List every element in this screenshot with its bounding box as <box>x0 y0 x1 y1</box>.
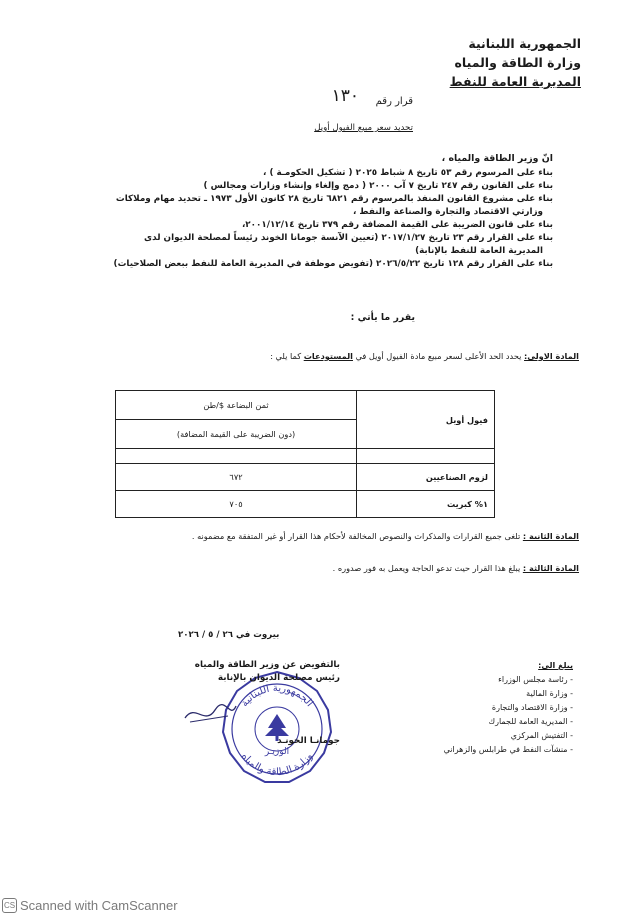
product-price: ٧٠٥ <box>116 491 357 518</box>
copies-list <box>353 659 573 757</box>
article-2-text: تلغى جميع القرارات والمذكرات والنصوص المخالفة لأحكام هذا القرار أو غير المتفقة مع مضمونه . <box>191 531 521 541</box>
recital-line: بناء على القرار رقم ٢٣ تاريخ ٢٠١٧/١/٢٧ (تعيين الآنسة جومانا الخوند رئيساً لمصلحة الديوان لدى <box>144 233 553 243</box>
article-1-text-end: كما يلي : <box>270 351 302 361</box>
list-item: - منشآت النفط في طرابلس والزهراني <box>443 745 573 754</box>
recital-line: بناء على القرار رقم ١٢٨ تاريخ ٢٠٢٦/٥/٢٢ (تفويض موظفة في المديرية العامة للنفط ببعض الصلاحيات) <box>113 259 553 269</box>
signature-block <box>150 659 340 748</box>
table-spacer-row <box>116 449 495 464</box>
handwritten-signature <box>180 698 240 728</box>
article-2 <box>49 531 579 541</box>
product-name: لزوم الصناعيين <box>357 464 495 491</box>
spacer-cell <box>357 449 495 464</box>
article-1-label: المادة الاولى: <box>524 351 579 361</box>
seal-bottom-text: وزارة الطاقة والمياه <box>238 751 316 779</box>
signature-line-1: بالتفويض عن وزير الطاقة والمياه <box>194 660 340 670</box>
recital-line: بناء على قانون الضريبة على القيمة المضافة رقم ٣٧٩ تاريخ ٢٠٠١/١٢/١٤، <box>241 220 553 230</box>
list-item: - وزارة الاقتصاد والتجارة <box>491 703 573 712</box>
column-header-product: فيول أويل <box>357 391 495 449</box>
copies-title: يبلغ الى: <box>538 661 573 670</box>
header-republic: الجمهورية اللبنانية <box>468 36 581 51</box>
table-row <box>116 491 495 518</box>
header-ministry: وزارة الطاقة والمياه <box>454 55 581 70</box>
seal-center-text: الوزيـر <box>264 747 290 757</box>
decision-label: قرار رقم <box>375 96 413 107</box>
list-item: - المديرية العامة للجمارك <box>488 717 573 726</box>
header-directorate: المديرية العامة للنفط <box>449 74 581 89</box>
price-header-note: (دون الضريبة على القيمة المضافة) <box>116 420 357 449</box>
signatory-name: جومانـا الخونـد <box>277 736 340 746</box>
resolves-heading: يقرر ما يأتي : <box>350 312 415 323</box>
article-3-label: المادة الثالثة : <box>522 563 579 573</box>
product-price: ٦٧٢ <box>116 464 357 491</box>
column-header-price <box>116 391 357 420</box>
list-item: - التفتيش المركزي <box>510 731 573 740</box>
recital-line: بناء على المرسوم رقم ٥٣ تاريخ ٨ شباط ٢٠٢٥ ( تشكيل الحكومـة ) ، <box>263 168 553 178</box>
article-1 <box>179 351 579 361</box>
place-date: بيروت في ٢٦ / ٥ / ٢٠٢٦ <box>178 630 280 640</box>
article-1-text: يحدد الحد الأعلى لسعر مبيع مادة الفيول أويل في <box>355 351 522 361</box>
table-header-row <box>116 391 495 420</box>
watermark-text: Scanned with CamScanner <box>20 898 178 913</box>
scanner-watermark <box>2 898 178 913</box>
recital-line: بناء على مشروع القانون المنفذ بالمرسوم رقم ٦٨٢١ تاريخ ٢٨ كانون الأول ١٩٧٣ ـ تحديد مهام وملاكات <box>115 194 553 204</box>
price-table <box>115 390 495 518</box>
spacer-cell <box>116 449 357 464</box>
recital-line: المديرية العامة للنفط بالإنابة) <box>415 246 543 256</box>
ministry-header <box>321 34 581 91</box>
signature-line-2: رئيس مصلحة الديوان بالإنابة <box>217 673 340 683</box>
article-3-text: يبلغ هذا القرار حيث تدعو الحاجة ويعمل به فور صدوره . <box>332 563 521 573</box>
list-item: - وزارة المالية <box>526 689 573 698</box>
camscanner-icon: CS <box>2 898 17 913</box>
recitals-block <box>73 152 553 271</box>
table-row <box>116 464 495 491</box>
article-1-highlight: المستودعات <box>303 351 353 361</box>
recital-line: بناء على القانون رقم ٢٤٧ تاريخ ٧ آب ٢٠٠٠ ( دمج وإلغاء وإنشاء وزارات ومجالس ) <box>203 181 553 191</box>
article-3 <box>179 563 579 573</box>
minister-line: انّ وزير الطاقة والمياه ، <box>441 153 553 164</box>
decision-number: ١٣٠ <box>331 86 359 106</box>
article-2-label: المادة الثانية : <box>522 531 579 541</box>
list-item: - رئاسة مجلس الوزراء <box>498 675 573 684</box>
product-name: ١% كبريت <box>357 491 495 518</box>
price-header-label: ثمن البضاعة $/طن <box>203 400 269 410</box>
decision-subject: تحديد سعر مبيع الفيول أويل <box>314 123 413 133</box>
recital-line: وزارتي الاقتصاد والتجارة والصناعة والنفط ، <box>353 207 543 217</box>
seal-top-text: الجمهورية اللبنانية <box>239 682 315 709</box>
